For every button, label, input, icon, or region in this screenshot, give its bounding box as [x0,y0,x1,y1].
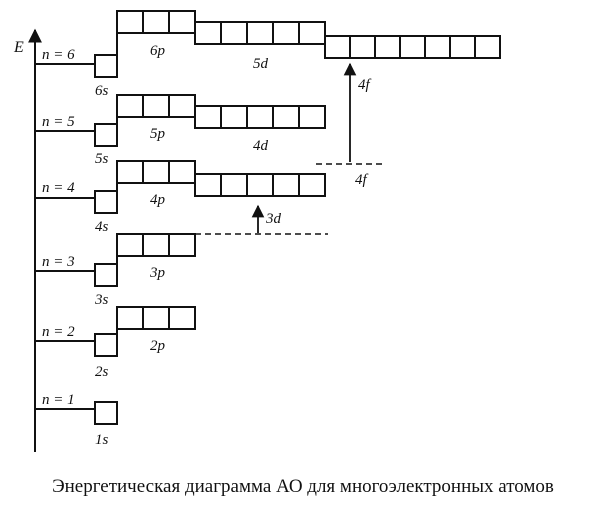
level-label-n5: n = 5 [42,114,75,130]
sublevel-label-4s: 4s [95,219,109,235]
level-label-n4: n = 4 [42,180,75,196]
sublevel-label-5d: 5d [253,56,268,72]
sublevel-label-6s: 6s [95,83,109,99]
sublevel-label-4p: 4p [150,192,165,208]
orbital-4d-row [195,106,325,128]
sublevel-label-3s: 3s [95,292,109,308]
sublevel-label-6p: 6p [150,43,165,59]
energy-axis-label: E [14,39,24,56]
sublevel-label-5s: 5s [95,151,109,167]
orbital-1s-cell [95,402,117,424]
sublevel-label-2p: 2p [150,338,165,354]
sublevel-label-4d: 4d [253,138,268,154]
level-label-n1: n = 1 [42,392,75,408]
sublevel-label-5p: 5p [150,126,165,142]
orbital-2s-cell [95,334,117,356]
orbital-4d [195,172,325,196]
orbital-3s-cell [95,264,117,286]
sublevel-label-4f-upper: 4f [358,77,370,93]
orbital-5s-cell [95,124,117,146]
orbital-4f [325,36,500,58]
orbital-4s-cell [95,191,117,213]
figure-caption: Энергетическая диаграмма АО для многоэлектронных атомов [52,476,554,497]
orbital-5d [195,22,325,44]
level-label-n6: n = 6 [42,47,75,63]
sublevel-label-3d: 3d [266,211,281,227]
sublevel-label-1s: 1s [95,432,109,448]
sublevel-label-4f-lower: 4f [355,172,367,188]
orbital-6s-cell [95,55,117,77]
level-label-n2: n = 2 [42,324,75,340]
sublevel-label-2s: 2s [95,364,109,380]
level-label-n3: n = 3 [42,254,75,270]
sublevel-label-3p: 3p [150,265,165,281]
